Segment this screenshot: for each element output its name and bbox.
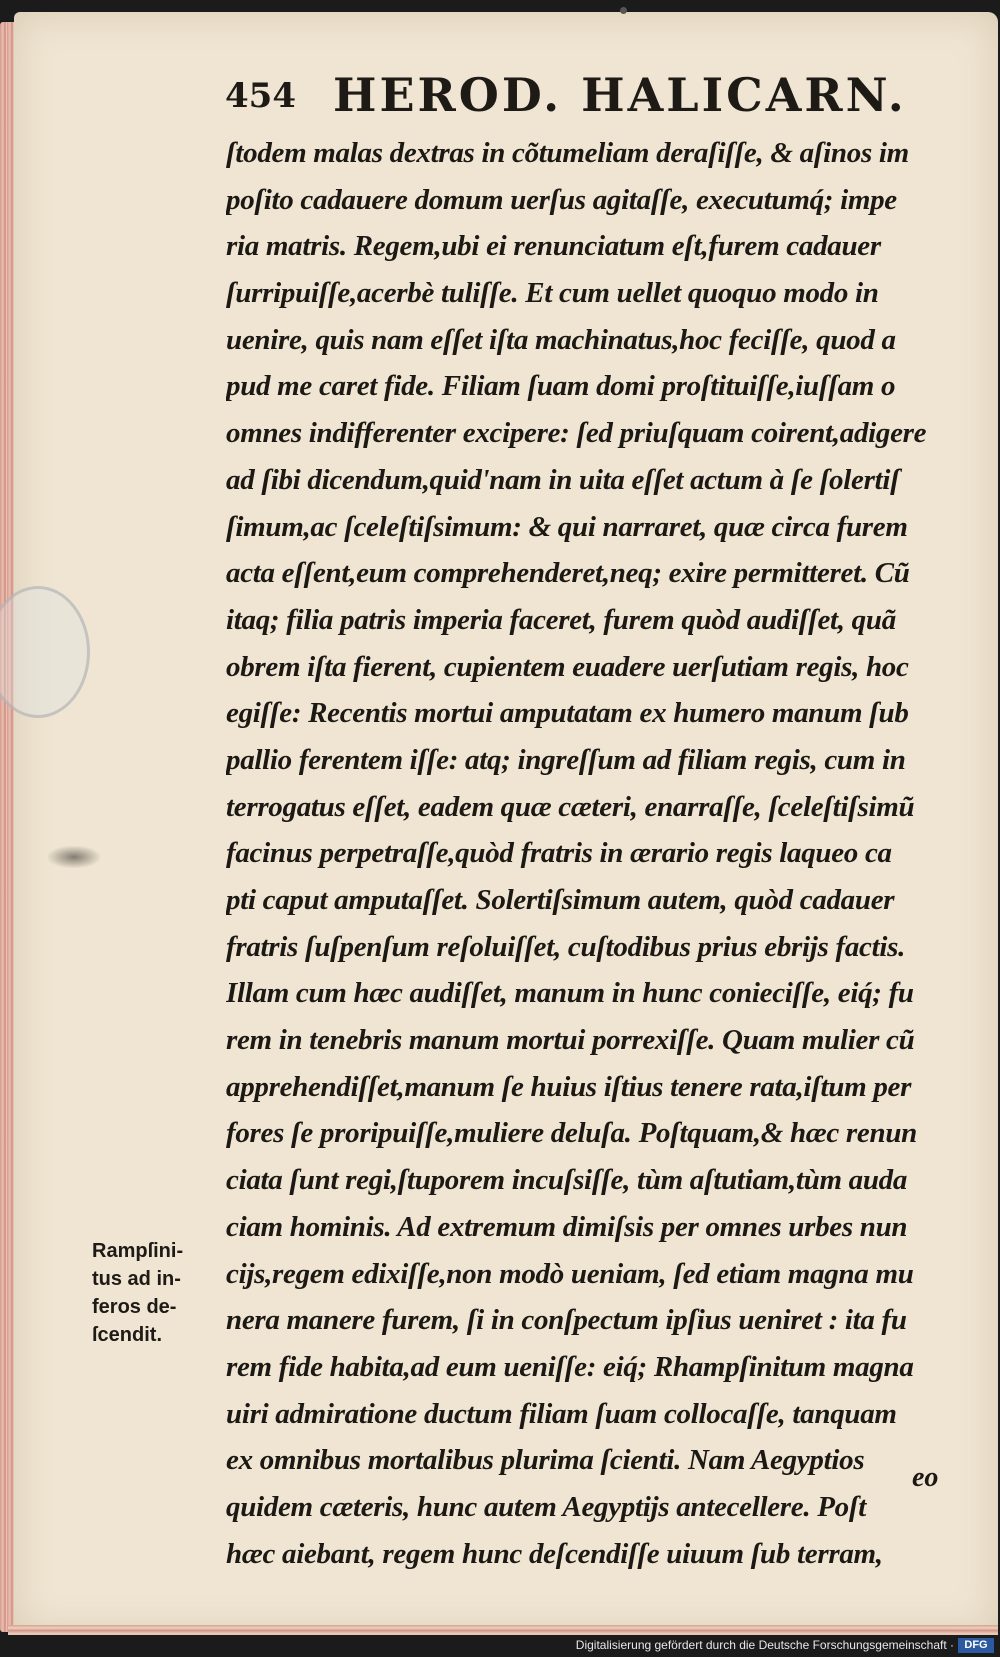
- text-line: ex omnibus mortalibus plurima ſcienti. Nam Aegyptios: [226, 1444, 865, 1477]
- text-line: ſurripuiſſe,acerbè tuliſſe. Et cum uellet quoquo modo in: [226, 277, 879, 310]
- text-line: itaq; filia patris imperia faceret, furem quòd audiſſet, quã: [226, 603, 896, 636]
- text-line: nera manere furem, ſi in conſpectum ipſius ueniret : ita fu: [226, 1304, 907, 1337]
- text-line: fores ſe proripuiſſe,muliere deluſa. Poſtquam,& hæc renun: [226, 1117, 917, 1150]
- text-line: cijs,regem edixiſſe,non modò ueniam, ſed etiam magna mu: [226, 1257, 914, 1290]
- ink-smudge: [48, 846, 100, 868]
- text-line: ria matris. Regem,ubi ei renunciatum eſt,furem cadauer: [226, 230, 881, 263]
- text-line: uenire, quis nam eſſet iſta machinatus,hoc feciſſe, quod a: [226, 323, 896, 356]
- text-line: hæc aiebant, regem hunc deſcendiſſe uiuum ſub terram,: [226, 1537, 883, 1570]
- catchword: eo: [912, 1462, 939, 1493]
- text-line: facinus perpetraſſe,quòd fratris in ærario regis laqueo ca: [226, 837, 892, 870]
- marginal-line: Rampſini-: [92, 1240, 184, 1262]
- text-line: quidem cæteris, hunc autem Aegyptijs antecellere. Poſt: [226, 1490, 866, 1523]
- text-line: ciam hominis. Ad extremum dimiſsis per omnes urbes nun: [226, 1210, 908, 1243]
- text-line: apprehendiſſet,manum ſe huius iſtius tenere rata,iſtum per: [226, 1070, 912, 1103]
- text-line: Illam cum hæc audiſſet, manum in hunc conieciſſe, eiq́; fu: [226, 977, 914, 1010]
- funding-credit: Digitalisierung gefördert durch die Deutsche Forschungsgemeinschaft ·: [575, 1638, 954, 1652]
- marginal-line: feros de-: [92, 1296, 177, 1318]
- text-line: ſtodem malas dextras in cõtumeliam deraſiſſe, & aſinos im: [226, 137, 909, 169]
- text-line: obrem iſta fierent, cupientem euadere uerſutiam regis, hoc: [226, 650, 909, 683]
- text-line: egiſſe: Recentis mortui amputatam ex humero manum ſub: [226, 697, 909, 730]
- text-line: ſimum,ac ſceleſtiſsimum: & qui narraret, quæ circa furem: [226, 510, 908, 543]
- dot-mark: [620, 7, 627, 14]
- running-title: HEROD. HALICARN.: [333, 68, 907, 122]
- body-text: [226, 130, 954, 1577]
- text-line: pud me caret fide. Filiam ſuam domi proſtituiſſe,iuſſam o: [226, 370, 896, 403]
- text-line: acta eſſent,eum comprehenderet,neq; exire permitteret. Cũ: [226, 557, 910, 590]
- text-line: terrogatus eſſet, eadem quæ cæteri, enarraſſe, ſceleſtiſsimũ: [226, 790, 915, 823]
- text-line: pti caput amputaſſet. Solertiſsimum autem, quòd cadauer: [226, 884, 895, 916]
- page-edge-bottom: [8, 1625, 998, 1635]
- text-line: fratris ſuſpenſum reſoluiſſet, cuſtodibus prius ebrijs factis.: [226, 930, 906, 963]
- text-line: rem in tenebris manum mortui porrexiſſe. Quam mulier cũ: [226, 1024, 915, 1057]
- running-head: [225, 66, 945, 122]
- text-line: uiri admiratione ductum filiam ſuam collocaſſe, tanquam: [226, 1397, 897, 1430]
- text-line: ciata ſunt regi,ſtuporem incuſsiſſe, tùm aſtutiam,tùm auda: [226, 1164, 908, 1197]
- text-line: ad ſibi dicendum,quid'nam in uita eſſet actum à ſe ſolertiſ: [226, 463, 900, 496]
- marginal-note: [92, 1237, 222, 1349]
- text-line: poſito cadauere domum uerſus agitaſſe, executumq́; impe: [226, 183, 897, 216]
- text-line: pallio ferentem iſſe: atq; ingreſſum ad filiam regis, cum in: [226, 743, 906, 776]
- marginal-line: tus ad in-: [92, 1268, 181, 1290]
- footer-bar: [0, 1636, 1000, 1657]
- marginal-line: ſcendit.: [92, 1324, 163, 1346]
- page-number: 454: [225, 76, 296, 116]
- text-line: omnes indifferenter excipere: ſed priuſquam coirent,adigere: [226, 417, 927, 450]
- text-line: rem fide habita,ad eum ueniſſe: eiq́; Rhampſinitum magna: [226, 1350, 914, 1383]
- dfg-logo: DFG: [958, 1638, 994, 1653]
